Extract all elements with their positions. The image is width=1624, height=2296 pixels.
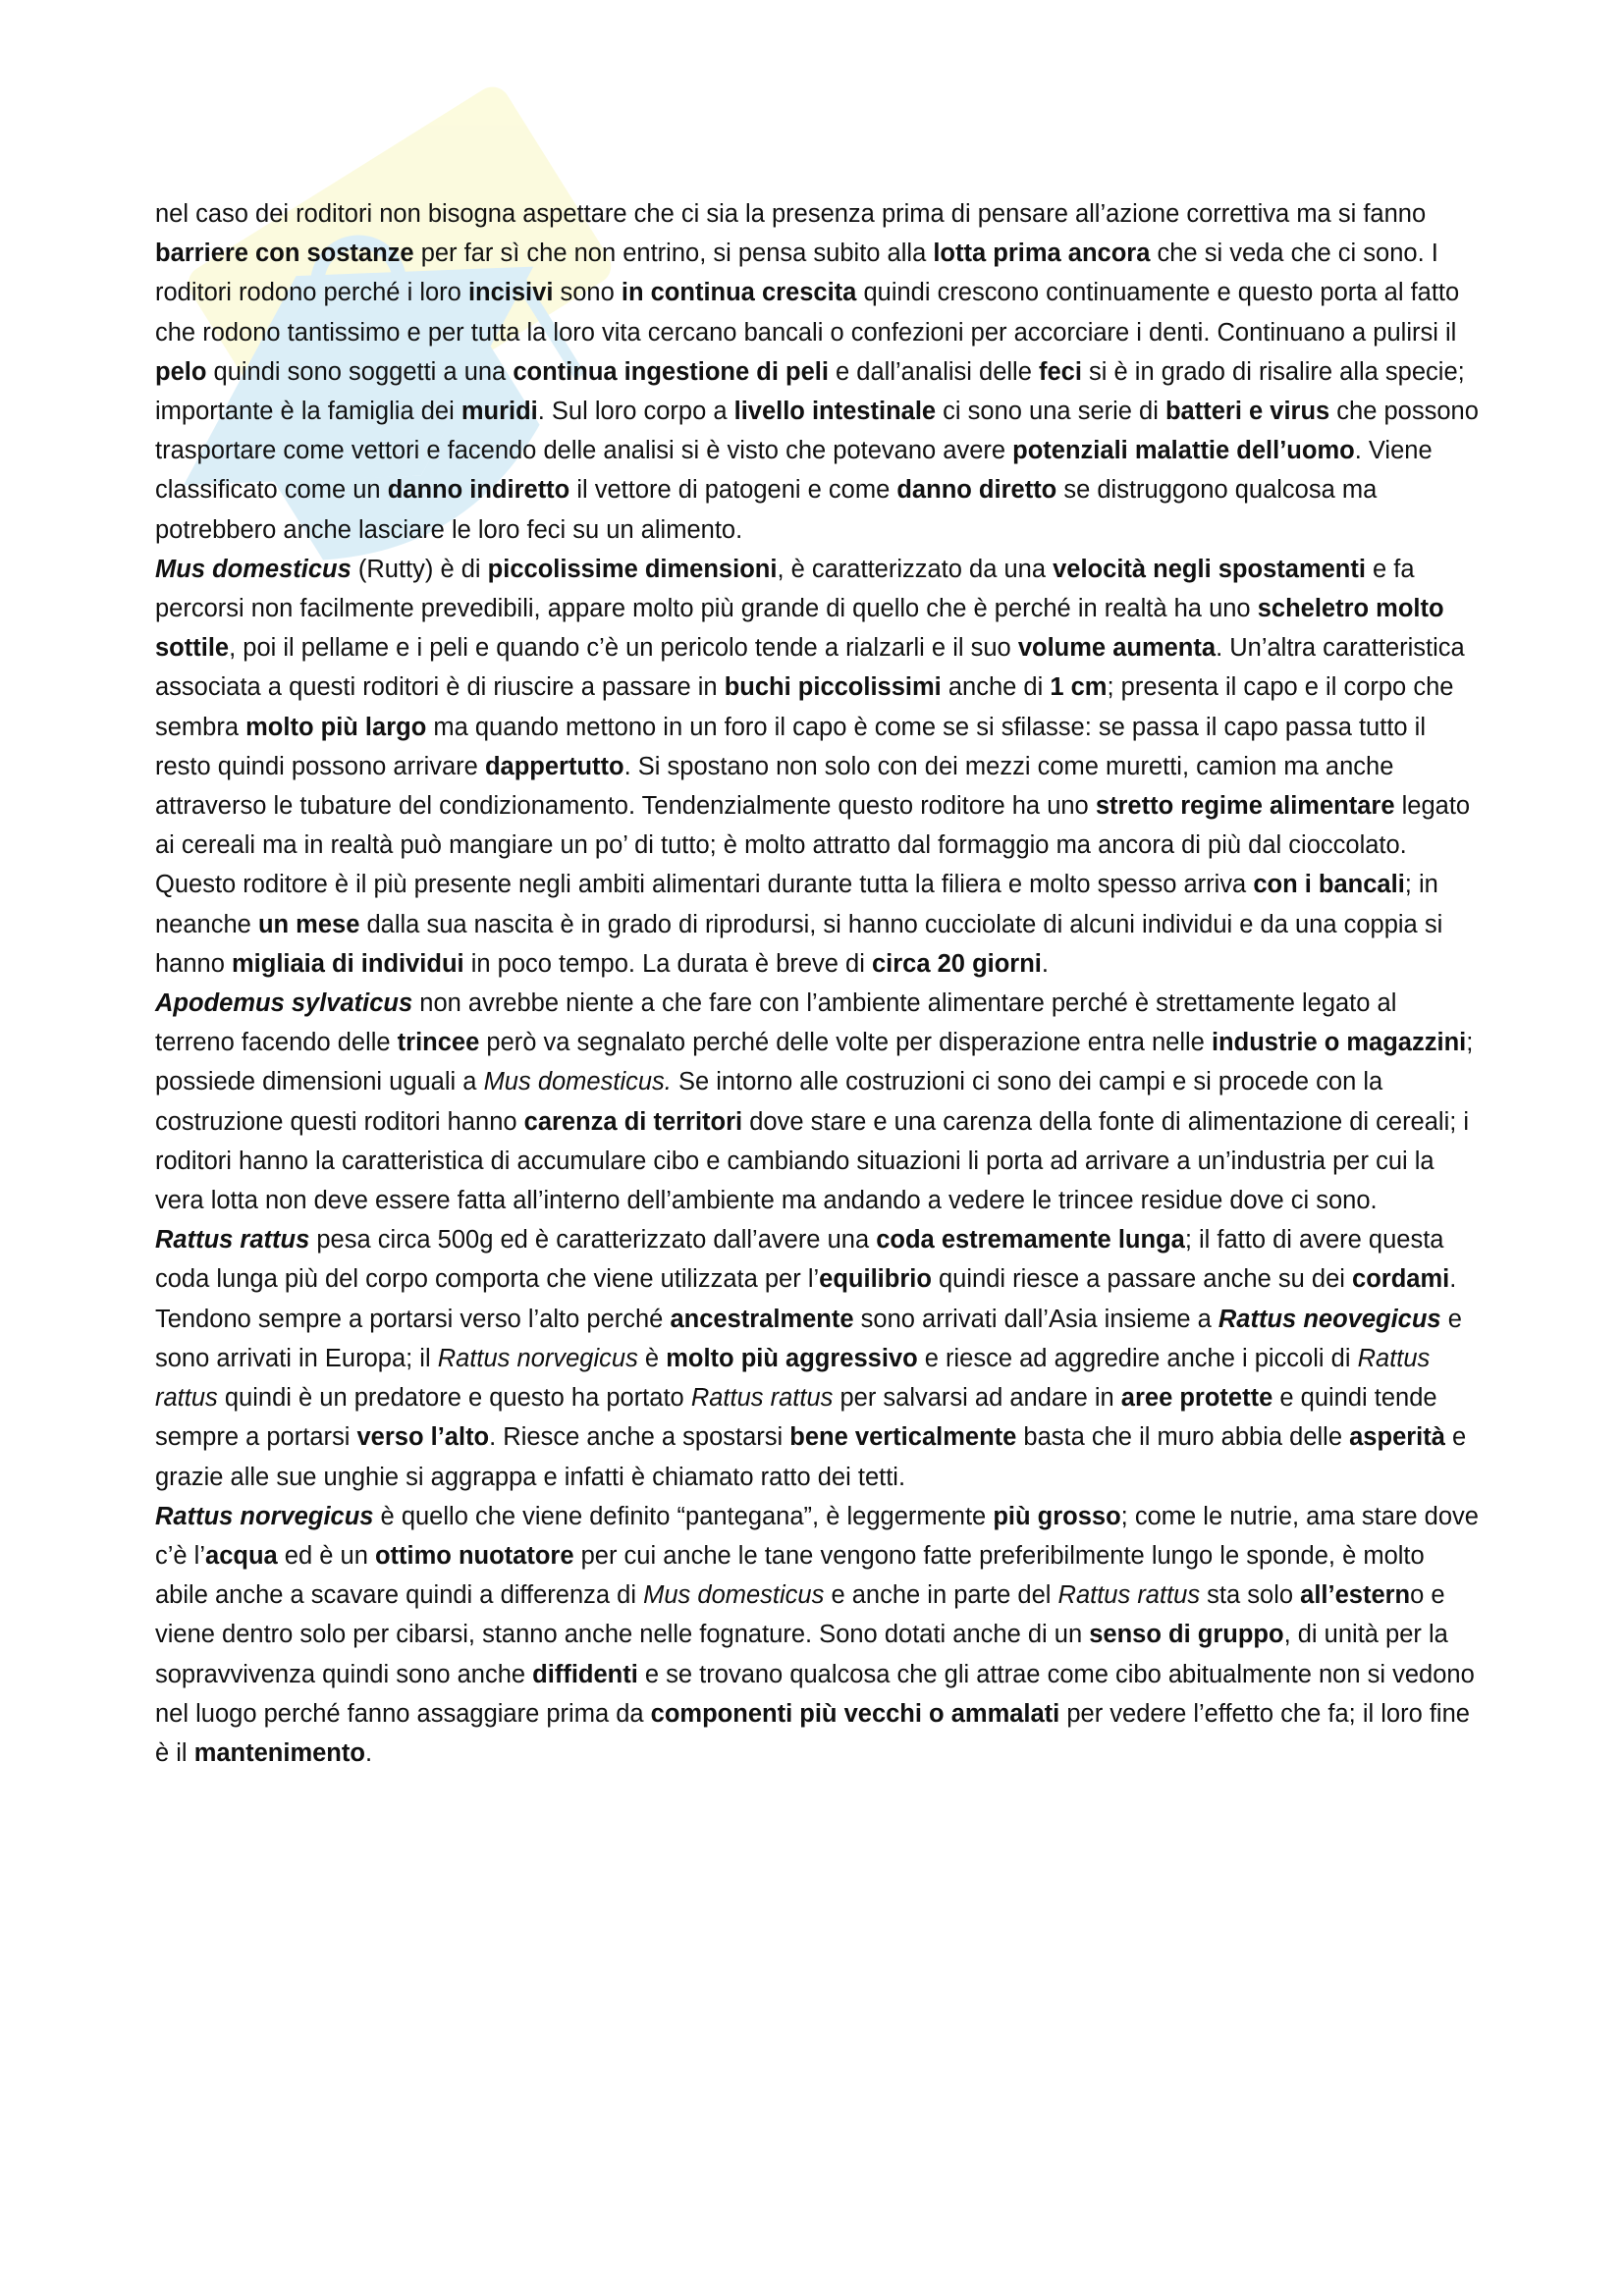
text-run: . Riesce anche a spostarsi [489,1423,790,1452]
italic-text-run: Mus domesticus [643,1581,825,1610]
bold-text-run: barriere con sostanze [155,240,414,268]
text-run: sono arrivati dall’Asia insieme a [853,1305,1218,1333]
bold-text-run: stretto regime alimentare [1095,792,1395,821]
text-run: non avrebbe niente a che fare con l’ambiente alimentare perché è strettamente legato al terreno facendo delle [155,989,1397,1057]
paragraph-rattus-rattus [155,1220,1481,1496]
paragraph-roditori-intro [155,194,1481,550]
italic-text-run: Mus domesticus. [483,1068,672,1096]
text-run: è quello che viene definito “pantegana”, è leggermente [373,1502,994,1530]
bold-text-run: equilibrio [819,1265,932,1294]
text-run: , poi il pellame e i peli e quando c’è un pericolo tende a rialzarli e il suo [229,634,1018,663]
bold-text-run: asperità [1349,1423,1445,1452]
text-run: . [364,1738,373,1767]
text-run: Se intorno alle costruzioni ci sono dei campi e si procede con la costruzione questi roditori hanno [155,1068,1383,1136]
text-run: (Rutty) è di [351,555,488,583]
text-run: anche di [941,673,1051,702]
bold-text-run: livello intestinale [733,398,937,426]
text-run: si è in grado di risalire alla specie; importante è la famiglia dei [155,357,1465,426]
bold-text-run: feci [1039,357,1082,386]
text-run: ed è un [277,1541,375,1570]
text-run: e riesce ad aggredire anche i piccoli di [917,1344,1358,1372]
bold-text-run: migliaia di individui [232,949,464,978]
bold-text-run: Mus domesticus [155,555,352,583]
bold-text-run: batteri e virus [1164,398,1330,426]
bold-text-run: Rattus neovegicus [1218,1305,1441,1333]
bold-text-run: trincee [397,1029,480,1057]
italic-text-run: Rattus rattus [690,1384,834,1413]
text-run: o e viene dentro solo per cibarsi, stanno anche nelle fognature. Sono dotati anche di un [155,1581,1445,1649]
text-run: nel caso dei roditori non bisogna aspettare che ci sia la presenza prima di pensare all’azione correttiva ma si fanno [155,200,1427,228]
bold-text-run: più grosso [993,1502,1121,1530]
bold-text-run: ancestralmente [670,1305,854,1333]
text-run: ; in neanche [155,871,1438,938]
text-run: . [1041,949,1049,978]
bold-text-run: scheletro molto sottile [155,595,1444,663]
text-run: e anche in parte del [824,1581,1058,1610]
text-run: quindi crescono continuamente e questo porta al fatto che rodono tantissimo e per tutta la loro vita cercano bancali o confezioni per accorciare i denti. Continuano a pulirsi il [155,279,1460,347]
bold-text-run: bene verticalmente [789,1423,1017,1452]
bold-text-run: Rattus rattus [155,1226,310,1255]
bold-text-run: all’estern [1300,1581,1411,1610]
text-run: quindi è un predatore e questo ha portato [217,1384,691,1413]
bold-text-run: diffidenti [532,1660,638,1688]
bold-text-run: mantenimento [193,1738,365,1767]
paragraph-rattus-norvegicus [155,1497,1481,1773]
bold-text-run: danno diretto [896,476,1057,505]
bold-text-run: danno indiretto [387,476,570,505]
text-run: . Viene classificato come un [155,437,1433,505]
italic-text-run: Rattus rattus [1057,1581,1201,1610]
bold-text-run: con i bancali [1253,871,1405,899]
text-run: ma quando mettono in un foro il capo è come se si sfilasse: se passa il capo passa tutto il resto quindi possono arrivare [155,713,1427,780]
text-run: è [637,1344,667,1372]
text-run: , di unità per la sopravvivenza quindi sono anche [155,1621,1448,1688]
bold-text-run: cordami [1352,1265,1450,1294]
bold-text-run: in continua crescita [621,279,857,307]
text-run: per cui anche le tane vengono fatte preferibilmente lungo le sponde, è molto abile anche a scavare quindi a differenza di [155,1541,1425,1610]
text-run: e sono arrivati in Europa; il [155,1305,1462,1372]
text-run: che possono trasportare come vettori e facendo delle analisi si è visto che potevano avere [155,398,1479,465]
text-run: quindi sono soggetti a una [206,357,514,386]
text-run: dove stare e una carenza della fonte di alimentazione di cereali; i roditori hanno la caratteristica di accumulare cibo e cambiando situazioni li porta ad arrivare a un’industria per cui la vera lotta non deve essere fatta all’interno dell’ambiente ma andando a vedere le trincee residue dove ci sono. [155,1107,1470,1215]
text-run: quindi riesce a passare anche su dei [931,1265,1353,1294]
bold-text-run: lotta prima ancora [933,240,1151,268]
paragraph-mus-domesticus [155,550,1481,984]
bold-text-run: pelo [155,357,207,386]
bold-text-run: ottimo nuotatore [374,1541,574,1570]
bold-text-run: piccolissime dimensioni [487,555,778,583]
text-run: e fa percorsi non facilmente prevedibili, appare molto più grande di quello che è perché in realtà ha uno [155,555,1415,623]
text-run: . Un’altra caratteristica associata a questi roditori è di riuscire a passare in [155,634,1465,702]
bold-text-run: carenza di territori [523,1107,743,1136]
text-run: se distruggono qualcosa ma potrebbero anche lasciare le loro feci su un alimento. [155,476,1378,544]
bold-text-run: senso di gruppo [1089,1621,1284,1649]
document-body [155,194,1481,1773]
bold-text-run: 1 cm [1050,673,1108,702]
text-run: basta che il muro abbia delle [1016,1423,1350,1452]
italic-text-run: Rattus norvegicus [437,1344,638,1372]
bold-text-run: industrie o magazzini [1211,1029,1467,1057]
text-run: legato ai cereali ma in realtà può mangiare un po’ di tutto; è molto attratto dal formaggio ma ancora di più dal cioccolato. Questo roditore è il più presente negli ambiti alimentari durante tutta la filiera e molto spesso arriva [155,792,1471,899]
text-run: ; possiede dimensioni uguali a [155,1029,1474,1096]
bold-text-run: buchi piccolissimi [724,673,942,702]
italic-text-run: Rattus rattus [155,1344,1431,1413]
bold-text-run: muridi [460,398,538,426]
text-run: per salvarsi ad andare in [833,1384,1121,1413]
text-run: sono [553,279,622,307]
bold-text-run: acqua [205,1541,278,1570]
text-run: ci sono una serie di [936,398,1165,426]
text-run: . Sul loro corpo a [537,398,734,426]
text-run: ; il fatto di avere questa coda lunga più del corpo comporta che viene utilizzata per l’ [155,1226,1444,1294]
text-run: dalla sua nascita è in grado di riprodursi, si hanno cucciolate di alcuni individui e da una coppia si hanno [155,910,1443,978]
text-run: ; presenta il capo e il corpo che sembra [155,673,1454,741]
text-run: per vedere l’effetto che fa; il loro fine è il [155,1699,1470,1767]
bold-text-run: potenziali malattie dell’uomo [1012,437,1355,465]
bold-text-run: incisivi [467,279,554,307]
bold-text-run: circa 20 giorni [871,949,1042,978]
text-run: sta solo [1200,1581,1301,1610]
text-run: e se trovano qualcosa che gli attrae come cibo abitualmente non si vedono nel luogo perché fanno assaggiare prima da [155,1660,1475,1728]
bold-text-run: Rattus norvegicus [155,1502,374,1530]
text-run: . Si spostano non solo con dei mezzi come muretti, camion ma anche attraverso le tubature del condizionamento. Tendenzialmente questo roditore ha uno [155,752,1394,821]
bold-text-run: continua ingestione di peli [513,357,829,386]
text-run: e quindi tende sempre a portarsi [155,1384,1437,1452]
text-run: il vettore di patogeni e come [569,476,897,505]
text-run: però va segnalato perché delle volte per disperazione entra nelle [479,1029,1212,1057]
text-run: , è caratterizzato da una [777,555,1054,583]
text-run: pesa circa 500g ed è caratterizzato dall’avere una [309,1226,877,1255]
text-run: in poco tempo. La durata è breve di [463,949,872,978]
text-run: e dall’analisi delle [828,357,1039,386]
bold-text-run: verso l’alto [356,1423,490,1452]
bold-text-run: volume aumenta [1017,634,1217,663]
text-run: per far sì che non entrino, si pensa subito alla [413,240,934,268]
paragraph-apodemus-sylvaticus [155,984,1481,1220]
bold-text-run: aree protette [1120,1384,1273,1413]
bold-text-run: velocità negli spostamenti [1053,555,1366,583]
bold-text-run: Apodemus sylvaticus [155,989,413,1018]
bold-text-run: un mese [257,910,360,938]
bold-text-run: dappertutto [484,752,624,780]
text-run: che si veda che ci sono. I roditori rodono perché i loro [155,240,1438,307]
bold-text-run: molto più aggressivo [666,1344,918,1372]
text-run: e grazie alle sue unghie si aggrappa e infatti è chiamato ratto dei tetti. [155,1423,1467,1491]
text-run: ; come le nutrie, ama stare dove c’è l’ [155,1502,1479,1570]
bold-text-run: componenti più vecchi o ammalati [650,1699,1060,1728]
bold-text-run: coda estremamente lunga [876,1226,1185,1255]
bold-text-run: molto più largo [245,713,427,741]
text-run: . Tendono sempre a portarsi verso l’alto perché [155,1265,1457,1333]
